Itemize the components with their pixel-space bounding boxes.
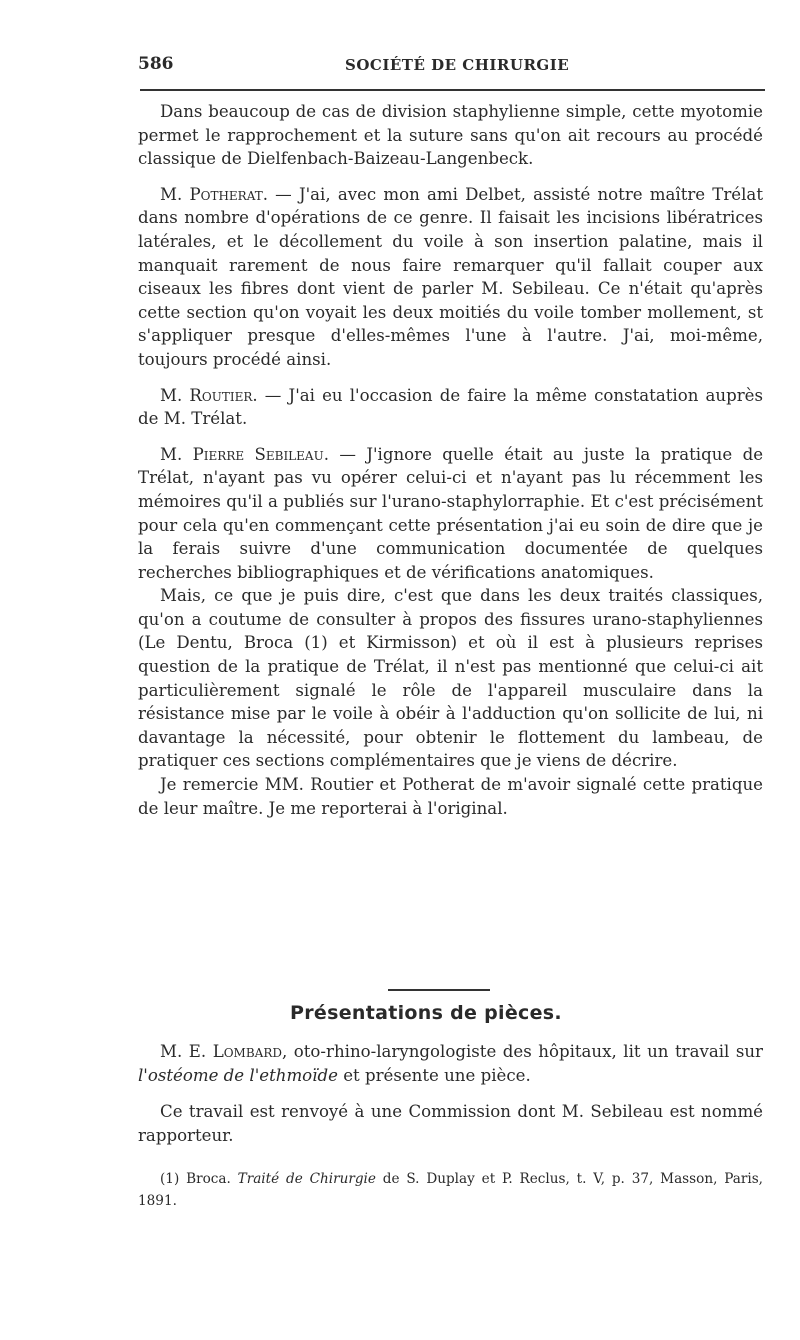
footnote-title: Traité de Chirurgie — [237, 1171, 376, 1187]
page-number: 586 — [138, 54, 174, 74]
footnote-marker: (1) — [160, 1171, 180, 1187]
paragraph-sebileau-text: — J'ignore quelle était au juste la pratique de Trélat, n'ayant pas vu opérer celui-ci et n'ayant pas lu récemment les mémoires qu'il a publiés sur l'urano-staphylorraphie. Et c'est précisément pour cela qu'en commençant cette présentation j'ai eu soin de dire que je la ferais suivre d'une communication documentée de quelques recherches bibliographiques et de vérifications anatomiques. — [138, 444, 764, 582]
paragraph-5: Mais, ce que je puis dire, c'est que dans les deux traités classiques, qu'on a coutume de consulter à propos des fissures urano-staphyliennes (Le Dentu, Broca (1) et Kirmisson) et où il est à plusieurs reprises question de la pratique de Trélat, il n'est pas mentionné que celui-ci ait particulièrement signalé le rôle de l'appareil musculaire dans la résistance mise par le voile à obéir à l'adduction qu'on sollicite de lui, ni davantage la nécessité, pour obtenir le flottement du lambeau, de pratiquer ces sections complémentaires que je viens de décrire. — [138, 586, 763, 771]
main-text — [138, 100, 763, 820]
footnote-author: Broca. — [179, 1171, 238, 1187]
section-paragraph-2: Ce travail est renvoyé à une Commission dont M. Sebileau est nommé rapporteur. — [138, 1102, 763, 1145]
paragraph-potherat — [138, 183, 763, 372]
footnote-rest: de S. Duplay et P. Reclus, t. V, p. 37, Masson, Paris, 1891. — [138, 1171, 764, 1209]
footnote — [138, 1168, 763, 1212]
paragraph-routier — [138, 384, 763, 431]
speaker-potherat: M. Potherat. — [160, 184, 268, 204]
section-paragraph-1-a: oto-rhino-laryngologiste des hôpitaux, lit un travail sur — [287, 1042, 763, 1061]
running-title: SOCIÉTÉ DE CHIRURGIE — [345, 56, 570, 74]
section-paragraph-1-b: et présente une pièce. — [337, 1066, 531, 1085]
header-rule — [140, 89, 765, 91]
speaker-routier: M. Routier. — [160, 385, 258, 405]
section-body — [138, 1040, 763, 1148]
paragraph-6: Je remercie MM. Routier et Potherat de m'avoir signalé cette pratique de leur maître. Je me reporterai à l'original. — [138, 775, 763, 818]
paragraph-1: Dans beaucoup de cas de division staphylienne simple, cette myotomie permet le rapprochement et la suture sans qu'on ait recours au procédé classique de Dielfenbach-Baizeau-Langenbeck. — [138, 102, 763, 169]
section-title: Présentations de pièces. — [290, 1002, 562, 1024]
paragraph-routier-text: — J'ai eu l'occasion de faire la même constatation auprès de M. Trélat. — [138, 385, 763, 429]
section-paragraph-1-italic: l'ostéome de l'ethmoïde — [138, 1066, 338, 1085]
paragraph-sebileau — [138, 443, 763, 585]
section-paragraph-1 — [138, 1040, 763, 1088]
section-divider — [388, 989, 490, 991]
speaker-lombard: M. E. Lombard, — [160, 1042, 288, 1061]
paragraph-potherat-text: — J'ai, avec mon ami Delbet, assisté notre maître Trélat dans nombre d'opérations de ce genre. Il faisait les incisions libératrices latérales, et le décollement du voile à son insertion palatine, mais il manquait rarement de nous faire remarquer qu'il fallait couper aux ciseaux les fibres dont vient de parler M. Sebileau. Ce n'était qu'après cette section qu'on voyait les deux moitiés du voile tomber mollement, st s'appliquer presque d'elles-mêmes l'une à l'autre. J'ai, moi-même, toujours procédé ainsi. — [138, 184, 763, 369]
speaker-sebileau: M. Pierre Sebileau. — [160, 444, 329, 464]
